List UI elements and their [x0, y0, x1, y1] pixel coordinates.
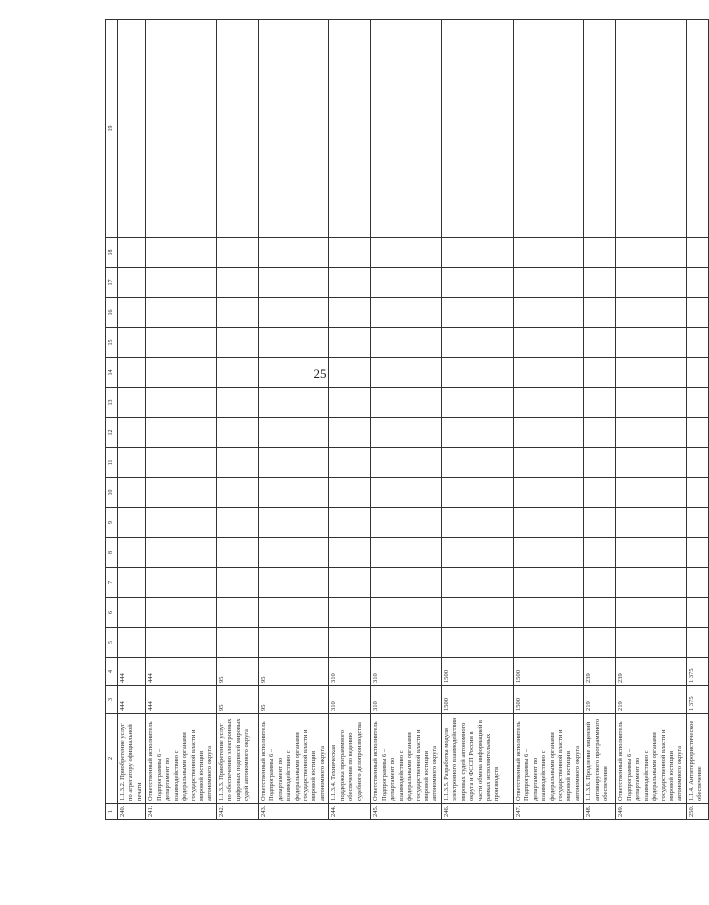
row-description: Ответственный исполнитель Подпрограммы 6 – департамент по взаимодействию с федеральными органами государственной власти и мировой юстиции автономного округа [146, 714, 217, 804]
header-cell: 10 [106, 478, 118, 508]
empty-cell [118, 298, 146, 328]
row-value-col4: 1 375 [686, 658, 708, 686]
table-row [616, 20, 687, 820]
empty-cell [441, 268, 513, 298]
empty-cell [584, 538, 616, 568]
empty-cell [441, 20, 513, 238]
empty-cell [441, 238, 513, 268]
empty-cell [216, 388, 258, 418]
empty-cell [513, 508, 584, 538]
empty-cell [146, 298, 217, 328]
empty-cell [216, 328, 258, 358]
header-row [106, 20, 118, 820]
row-value-col3: 219 [584, 686, 616, 714]
empty-cell [118, 598, 146, 628]
row-value-col3: 1 375 [686, 686, 708, 714]
empty-cell [146, 328, 217, 358]
row-number: 243. [258, 804, 329, 820]
empty-cell [616, 538, 687, 568]
empty-cell [371, 598, 442, 628]
empty-cell [329, 268, 371, 298]
empty-cell [441, 568, 513, 598]
empty-cell [146, 478, 217, 508]
header-cell: 12 [106, 418, 118, 448]
empty-cell [584, 328, 616, 358]
empty-cell [616, 628, 687, 658]
empty-cell [258, 358, 329, 388]
empty-cell [441, 298, 513, 328]
row-value-col3: 95 [258, 686, 329, 714]
empty-cell [616, 598, 687, 628]
row-value-col4: 95 [216, 658, 258, 686]
empty-cell [258, 298, 329, 328]
empty-cell [441, 328, 513, 358]
empty-cell [513, 568, 584, 598]
row-value-col4: 1500 [513, 658, 584, 686]
row-description: 1.1.3.6. Продление лицензий антивирусного программного обеспечения [584, 714, 616, 804]
row-value-col3: 444 [118, 686, 146, 714]
table-row [329, 20, 371, 820]
empty-cell [146, 238, 217, 268]
empty-cell [329, 598, 371, 628]
header-cell: 13 [106, 388, 118, 418]
empty-cell [216, 568, 258, 598]
row-value-col4: 1500 [441, 658, 513, 686]
empty-cell [513, 538, 584, 568]
empty-cell [584, 268, 616, 298]
header-cell: 16 [106, 298, 118, 328]
empty-cell [686, 418, 708, 448]
empty-cell [584, 448, 616, 478]
empty-cell [371, 328, 442, 358]
row-value-col3: 310 [371, 686, 442, 714]
empty-cell [216, 538, 258, 568]
empty-cell [118, 448, 146, 478]
empty-cell [686, 508, 708, 538]
empty-cell [616, 448, 687, 478]
empty-cell [258, 478, 329, 508]
table-body [106, 20, 709, 820]
empty-cell [258, 508, 329, 538]
empty-cell [258, 538, 329, 568]
empty-cell [686, 20, 708, 238]
empty-cell [686, 448, 708, 478]
header-cell: 2 [106, 714, 118, 804]
empty-cell [258, 20, 329, 238]
empty-cell [584, 478, 616, 508]
empty-cell [371, 358, 442, 388]
empty-cell [118, 628, 146, 658]
empty-cell [616, 20, 687, 238]
row-value-col3: 444 [146, 686, 217, 714]
empty-cell [616, 358, 687, 388]
row-description: 1.1.4. Антитеррористическое обеспечение [686, 714, 708, 804]
row-number: 242. [216, 804, 258, 820]
empty-cell [513, 598, 584, 628]
empty-cell [616, 418, 687, 448]
empty-cell [258, 568, 329, 598]
empty-cell [329, 508, 371, 538]
empty-cell [329, 478, 371, 508]
header-cell: 17 [106, 268, 118, 298]
header-cell: 19 [106, 20, 118, 238]
empty-cell [146, 628, 217, 658]
empty-cell [441, 628, 513, 658]
empty-cell [616, 568, 687, 598]
empty-cell [118, 238, 146, 268]
empty-cell [371, 628, 442, 658]
data-table [105, 19, 709, 820]
empty-cell [118, 358, 146, 388]
empty-cell [686, 538, 708, 568]
empty-cell [118, 478, 146, 508]
empty-cell [513, 20, 584, 238]
row-value-col4: 444 [146, 658, 217, 686]
empty-cell [686, 298, 708, 328]
empty-cell [118, 508, 146, 538]
row-value-col3: 1500 [513, 686, 584, 714]
row-description: 1.1.3.3. Приобретение услуг по обеспечению электронных цифровых подписей мировых судей автономного округа [216, 714, 258, 804]
empty-cell [329, 298, 371, 328]
row-value-col4: 310 [371, 658, 442, 686]
empty-cell [584, 628, 616, 658]
empty-cell [216, 598, 258, 628]
empty-cell [329, 538, 371, 568]
empty-cell [441, 418, 513, 448]
empty-cell [686, 358, 708, 388]
empty-cell [371, 388, 442, 418]
empty-cell [441, 388, 513, 418]
empty-cell [584, 568, 616, 598]
empty-cell [584, 298, 616, 328]
empty-cell [118, 418, 146, 448]
empty-cell [329, 388, 371, 418]
empty-cell [441, 598, 513, 628]
header-cell: 4 [106, 658, 118, 686]
empty-cell [441, 478, 513, 508]
row-number: 249. [616, 804, 687, 820]
empty-cell [616, 508, 687, 538]
empty-cell [329, 20, 371, 238]
empty-cell [146, 418, 217, 448]
empty-cell [584, 238, 616, 268]
empty-cell [513, 298, 584, 328]
empty-cell [686, 328, 708, 358]
empty-cell [118, 538, 146, 568]
empty-cell [258, 598, 329, 628]
empty-cell [216, 508, 258, 538]
row-value-col3: 219 [616, 686, 687, 714]
table-row [441, 20, 513, 820]
row-value-col4: 310 [329, 658, 371, 686]
row-value-col4: 239 [616, 658, 687, 686]
row-description: Ответственный исполнитель Подпрограммы 6 – департамент по взаимодействию с федеральными органами государственной власти и мировой юстиции автономного округа [371, 714, 442, 804]
empty-cell [371, 418, 442, 448]
empty-cell [146, 20, 217, 238]
empty-cell [513, 628, 584, 658]
empty-cell [371, 538, 442, 568]
empty-cell [513, 268, 584, 298]
empty-cell [258, 418, 329, 448]
empty-cell [216, 628, 258, 658]
empty-cell [441, 508, 513, 538]
empty-cell [329, 238, 371, 268]
empty-cell [584, 418, 616, 448]
rotated-document-table [105, 50, 704, 820]
empty-cell [216, 20, 258, 238]
empty-cell [686, 388, 708, 418]
empty-cell [146, 268, 217, 298]
empty-cell [686, 238, 708, 268]
table-row [371, 20, 442, 820]
empty-cell [118, 568, 146, 598]
empty-cell [686, 598, 708, 628]
header-cell: 6 [106, 598, 118, 628]
header-cell: 11 [106, 448, 118, 478]
empty-cell [441, 358, 513, 388]
row-description: 1.1.3.4. Техническая поддержка программного обеспечения по ведению судебного делопроизводства [329, 714, 371, 804]
row-value-col4: 444 [118, 658, 146, 686]
row-number: 245. [371, 804, 442, 820]
header-cell: 8 [106, 538, 118, 568]
table-row [118, 20, 146, 820]
empty-cell [146, 388, 217, 418]
empty-cell [216, 238, 258, 268]
header-cell: 3 [106, 686, 118, 714]
empty-cell [146, 508, 217, 538]
empty-cell [584, 20, 616, 238]
empty-cell [329, 448, 371, 478]
empty-cell [329, 568, 371, 598]
header-cell: 1 [106, 804, 118, 820]
row-number: 246. [441, 804, 513, 820]
empty-cell [616, 268, 687, 298]
header-cell: 5 [106, 628, 118, 658]
row-number: 248. [584, 804, 616, 820]
empty-cell [616, 478, 687, 508]
empty-cell [146, 568, 217, 598]
header-cell: 14 [106, 358, 118, 388]
empty-cell [258, 328, 329, 358]
empty-cell [686, 268, 708, 298]
row-number: 247. [513, 804, 584, 820]
empty-cell [258, 448, 329, 478]
empty-cell [118, 388, 146, 418]
empty-cell [584, 358, 616, 388]
empty-cell [216, 418, 258, 448]
empty-cell [513, 478, 584, 508]
header-cell: 15 [106, 328, 118, 358]
empty-cell [118, 20, 146, 238]
empty-cell [686, 568, 708, 598]
empty-cell [584, 598, 616, 628]
row-description: Ответственный исполнитель Подпрограммы 6 – департамент по взаимодействию с федеральными органами государственной власти и мировой юстиции автономного округа [513, 714, 584, 804]
empty-cell [258, 268, 329, 298]
row-value-col4: 239 [584, 658, 616, 686]
empty-cell [216, 478, 258, 508]
empty-cell [686, 478, 708, 508]
row-number: 244. [329, 804, 371, 820]
table-row [584, 20, 616, 820]
row-value-col3: 95 [216, 686, 258, 714]
empty-cell [616, 388, 687, 418]
empty-cell [616, 298, 687, 328]
empty-cell [513, 238, 584, 268]
empty-cell [146, 448, 217, 478]
table-row [216, 20, 258, 820]
empty-cell [371, 268, 442, 298]
empty-cell [371, 298, 442, 328]
empty-cell [513, 328, 584, 358]
row-description: 1.1.3.2. Приобретение услуг по агрегатору официальной печати [118, 714, 146, 804]
empty-cell [118, 328, 146, 358]
row-number: 240. [118, 804, 146, 820]
empty-cell [146, 598, 217, 628]
header-cell: 18 [106, 238, 118, 268]
empty-cell [513, 388, 584, 418]
empty-cell [216, 298, 258, 328]
table-row [513, 20, 584, 820]
row-description: 1.1.3.5. Разработка модуля электронного взаимодействия мировых судей автономного округа и ФССП России в части обмена информацией в рамках исполнительных производств [441, 714, 513, 804]
empty-cell [584, 388, 616, 418]
row-value-col4: 95 [258, 658, 329, 686]
empty-cell [329, 628, 371, 658]
empty-cell [258, 388, 329, 418]
row-number: 250. [686, 804, 708, 820]
header-cell: 9 [106, 508, 118, 538]
empty-cell [371, 20, 442, 238]
empty-cell [216, 448, 258, 478]
empty-cell [216, 358, 258, 388]
empty-cell [146, 538, 217, 568]
empty-cell [686, 628, 708, 658]
row-value-col3: 310 [329, 686, 371, 714]
empty-cell [146, 358, 217, 388]
table-row [258, 20, 329, 820]
empty-cell [371, 508, 442, 538]
empty-cell [513, 418, 584, 448]
empty-cell [371, 238, 442, 268]
table-row [146, 20, 217, 820]
header-cell: 7 [106, 568, 118, 598]
empty-cell [371, 478, 442, 508]
empty-cell [513, 448, 584, 478]
row-description: Ответственный исполнитель Подпрограммы 6 – департамент по взаимодействию с федеральными органами государственной власти и мировой юстиции автономного округа [258, 714, 329, 804]
page-number: 25 [313, 366, 327, 381]
empty-cell [118, 268, 146, 298]
empty-cell [441, 538, 513, 568]
empty-cell [258, 238, 329, 268]
empty-cell [371, 448, 442, 478]
table-row [686, 20, 708, 820]
row-number: 241. [146, 804, 217, 820]
empty-cell [371, 568, 442, 598]
empty-cell [216, 268, 258, 298]
empty-cell [441, 448, 513, 478]
row-value-col3: 1500 [441, 686, 513, 714]
empty-cell [616, 328, 687, 358]
row-description: Ответственный исполнитель Подпрограммы 6 – департамент по взаимодействию с федеральными органами государственной власти и мировой юстиции автономного округа [616, 714, 687, 804]
empty-cell [584, 508, 616, 538]
empty-cell [329, 418, 371, 448]
empty-cell [258, 628, 329, 658]
empty-cell [616, 238, 687, 268]
empty-cell [329, 358, 371, 388]
empty-cell [329, 328, 371, 358]
empty-cell [513, 358, 584, 388]
